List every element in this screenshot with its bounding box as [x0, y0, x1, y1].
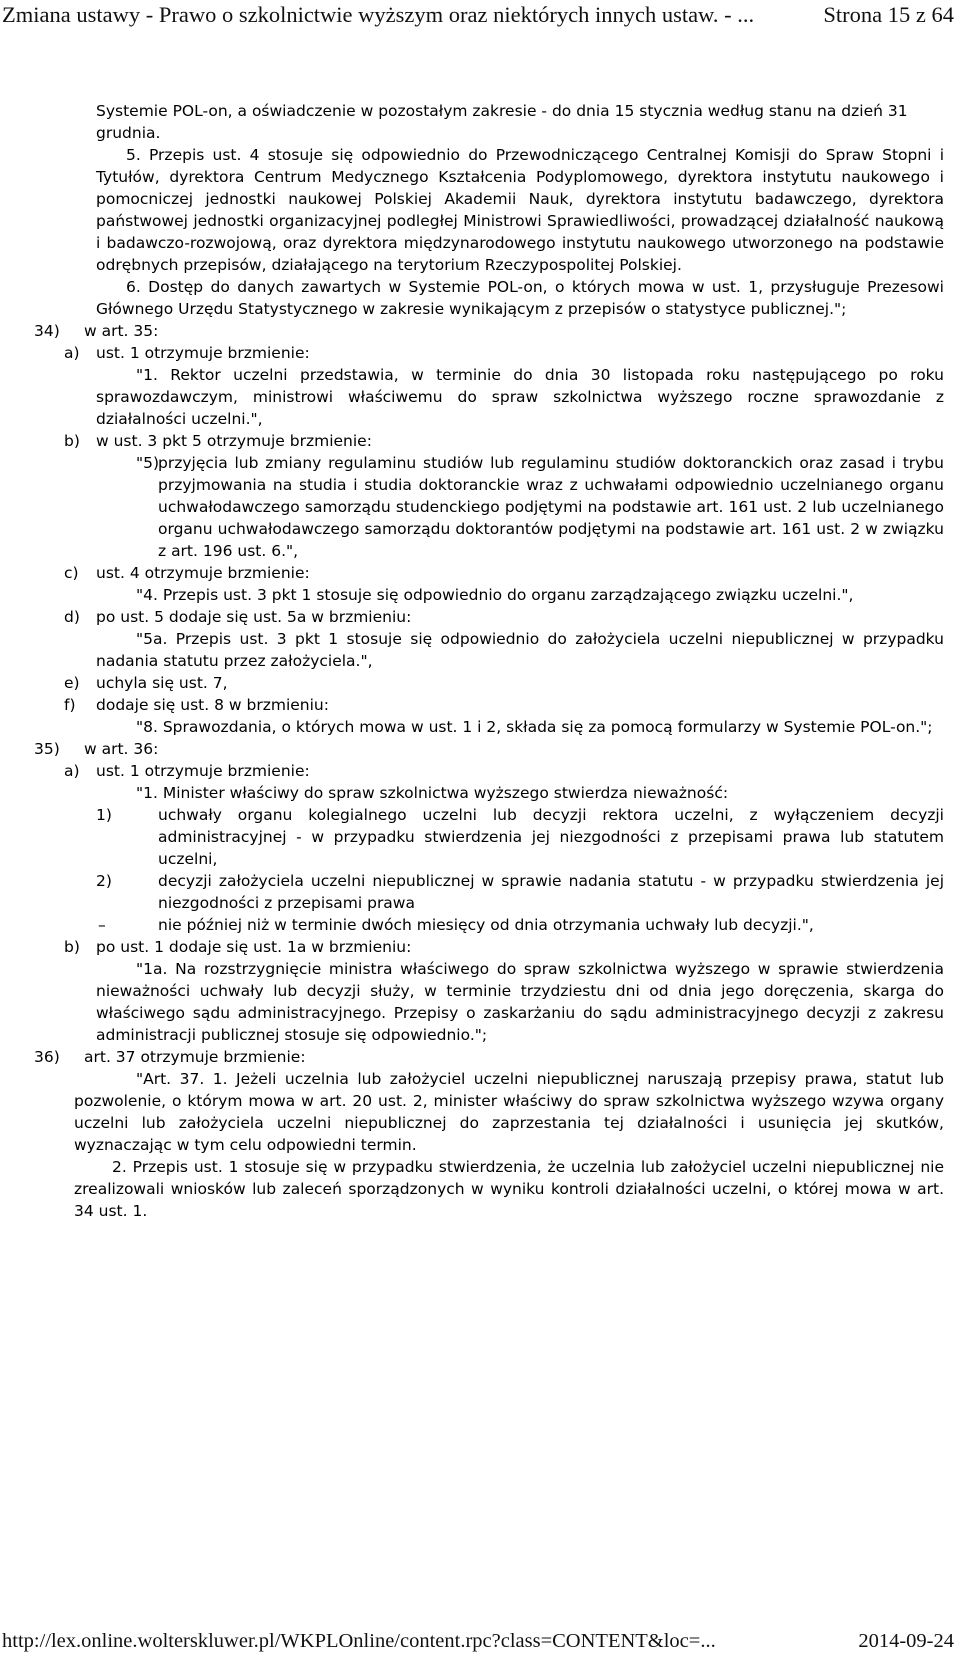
list-item — [0, 804, 960, 870]
list-item — [0, 342, 960, 364]
list-item — [0, 430, 960, 452]
paragraph: "4. Przepis ust. 3 pkt 1 stosuje się odpowiednio do organu zarządzającego związku uczelni.", — [136, 586, 854, 604]
paragraph: "1. Minister właściwy do spraw szkolnictwa wyższego stwierdza nieważność: — [136, 784, 729, 802]
item-letter: b) — [64, 938, 80, 956]
list-item — [0, 320, 960, 342]
list-item — [0, 936, 960, 958]
item-letter: a) — [64, 344, 80, 362]
item-text: w art. 35: — [84, 322, 159, 340]
item-letter: b) — [64, 432, 80, 450]
paragraph: 5. Przepis ust. 4 stosuje się odpowiednio do Przewodniczącego Centralnej Komisji do Spraw Stopni i Tytułów, dyrektora Centrum Medycznego Kształcenia Podyplomowego, dyrektora instytutu naukowego i pomocniczej jednostki naukowej Polskiej Akademii Nauk, dyrektora instytutu badawczego, dyrektora państwowej jednostki organizacyjnej podległej Ministrowi Sprawiedliwości, prowadzącej działalność naukową i badawczo-rozwojową, oraz dyrektora międzynarodowego instytutu naukowego utworzonego na podstawie odrębnych przepisów, działającego na terytorium Rzeczypospolitej Polskiej. — [96, 146, 944, 274]
item-text: uchwały organu kolegialnego uczelni lub decyzji rektora uczelni, z wyłączeniem decyzji administracyjnej - w przypadku stwierdzenia jej niezgodności z przepisami prawa lub statutem uczelni, — [158, 806, 944, 868]
page-footer — [0, 1628, 960, 1654]
item-letter: d) — [64, 608, 80, 626]
list-item — [0, 606, 960, 628]
item-text: po ust. 5 dodaje się ust. 5a w brzmieniu: — [96, 608, 412, 626]
item-text: decyzji założyciela uczelni niepublicznej w sprawie nadania statutu - w przypadku stwierdzenia jej niezgodności z przepisami prawa — [158, 872, 944, 912]
item-text: w ust. 3 pkt 5 otrzymuje brzmienie: — [96, 432, 372, 450]
item-number: 35) — [34, 740, 60, 758]
item-text: w art. 36: — [84, 740, 159, 758]
item-text: dodaje się ust. 8 w brzmieniu: — [96, 696, 329, 714]
source-url: http://lex.online.wolterskluwer.pl/WKPLOnline/content.rpc?class=CONTENT&loc=... — [2, 1630, 716, 1652]
item-letter: f) — [64, 696, 76, 714]
item-letter: c) — [64, 564, 79, 582]
paragraph: 6. Dostęp do danych zawartych w Systemie POL-on, o których mowa w ust. 1, przysługuje Prezesowi Głównego Urzędu Statystycznego w zakresie wynikającym z przepisów o statystyce publicznej."; — [96, 278, 944, 318]
document-title: Zmiana ustawy - Prawo o szkolnictwie wyższym oraz niektórych innych ustaw. - ... — [2, 2, 755, 27]
item-text: ust. 1 otrzymuje brzmienie: — [96, 344, 310, 362]
item-number: 2) — [96, 872, 112, 890]
list-item — [0, 694, 960, 716]
print-date: 2014-09-24 — [858, 1630, 954, 1652]
paragraph: "1. Rektor uczelni przedstawia, w terminie do dnia 30 listopada roku następującego po roku sprawozdawczym, ministrowi właściwemu do spraw szkolnictwa wyższego roczne sprawozdanie z działalności uczelni.", — [96, 366, 944, 428]
item-number: 34) — [34, 322, 60, 340]
list-item — [0, 760, 960, 782]
item-text: po ust. 1 dodaje się ust. 1a w brzmieniu: — [96, 938, 412, 956]
item-text: ust. 4 otrzymuje brzmienie: — [96, 564, 310, 582]
paragraph: "5a. Przepis ust. 3 pkt 1 stosuje się odpowiednio do założyciela uczelni niepublicznej w przypadku nadania statutu przez założyciela.", — [96, 630, 944, 670]
list-item — [0, 914, 960, 936]
page-header — [0, 0, 960, 30]
document-body — [0, 100, 960, 1222]
item-letter: e) — [64, 674, 80, 692]
list-item — [0, 870, 960, 914]
item-text: uchyla się ust. 7, — [96, 674, 228, 692]
item-text: przyjęcia lub zmiany regulaminu studiów lub regulaminu studiów doktoranckich oraz zasad i trybu przyjmowania na studia i studia doktoranckie wraz z uchwałami odpowiednio uczelnianego organu uchwałodawczego samorządu studenckiego podjętymi na podstawie art. 161 ust. 2 lub uczelnianego organu uchwałodawczego samorządu doktorantów podjętymi na podstawie art. 161 ust. 2 w związku z art. 196 ust. 6.", — [158, 454, 944, 560]
paragraph: "1a. Na rozstrzygnięcie ministra właściwego do spraw szkolnictwa wyższego w sprawie stwierdzenia nieważności uchwały lub decyzji służy, w terminie trzydziestu dni od dnia jego doręczenia, skarga do właściwego sądu administracyjnego. Przepisy o zaskarżaniu do sądu administracyjnego decyzji z zakresu administracji publicznej stosuje się odpowiednio."; — [96, 960, 944, 1044]
list-item — [0, 738, 960, 760]
list-item — [0, 672, 960, 694]
item-text: art. 37 otrzymuje brzmienie: — [84, 1048, 306, 1066]
list-item — [0, 562, 960, 584]
dash-marker: – — [98, 916, 106, 934]
item-letter: a) — [64, 762, 80, 780]
paragraph: Systemie POL-on, a oświadczenie w pozostałym zakresie - do dnia 15 stycznia według stanu na dzień 31 grudnia. — [96, 102, 908, 142]
paragraph: "8. Sprawozdania, o których mowa w ust. 1 i 2, składa się za pomocą formularzy w Systemie POL-on."; — [136, 718, 933, 736]
paragraph: "Art. 37. 1. Jeżeli uczelnia lub założyciel uczelni niepublicznej naruszają przepisy prawa, statut lub pozwolenie, o którym mowa w art. 20 ust. 2, minister właściwy do spraw szkolnictwa wyższego wzywa organy uczelni lub założyciela uczelni niepublicznej do zaprzestania tej działalności i usunięcia jej skutków, wyznaczając w tym celu odpowiedni termin. — [74, 1070, 944, 1154]
item-text: ust. 1 otrzymuje brzmienie: — [96, 762, 310, 780]
item-number: 1) — [96, 806, 112, 824]
item-number: 36) — [34, 1048, 60, 1066]
list-item — [0, 1046, 960, 1068]
paragraph: 2. Przepis ust. 1 stosuje się w przypadku stwierdzenia, że uczelnia lub założyciel uczelni niepublicznej nie zrealizowali wniosków lub zaleceń sporządzonych w wyniku kontroli działalności uczelni, o której mowa w art. 34 ust. 1. — [74, 1158, 944, 1220]
item-number: "5) — [136, 454, 160, 472]
page-number: Strona 15 z 64 — [823, 2, 954, 27]
item-text: nie później niż w terminie dwóch miesięcy od dnia otrzymania uchwały lub decyzji.", — [158, 916, 814, 934]
list-item — [0, 452, 960, 562]
